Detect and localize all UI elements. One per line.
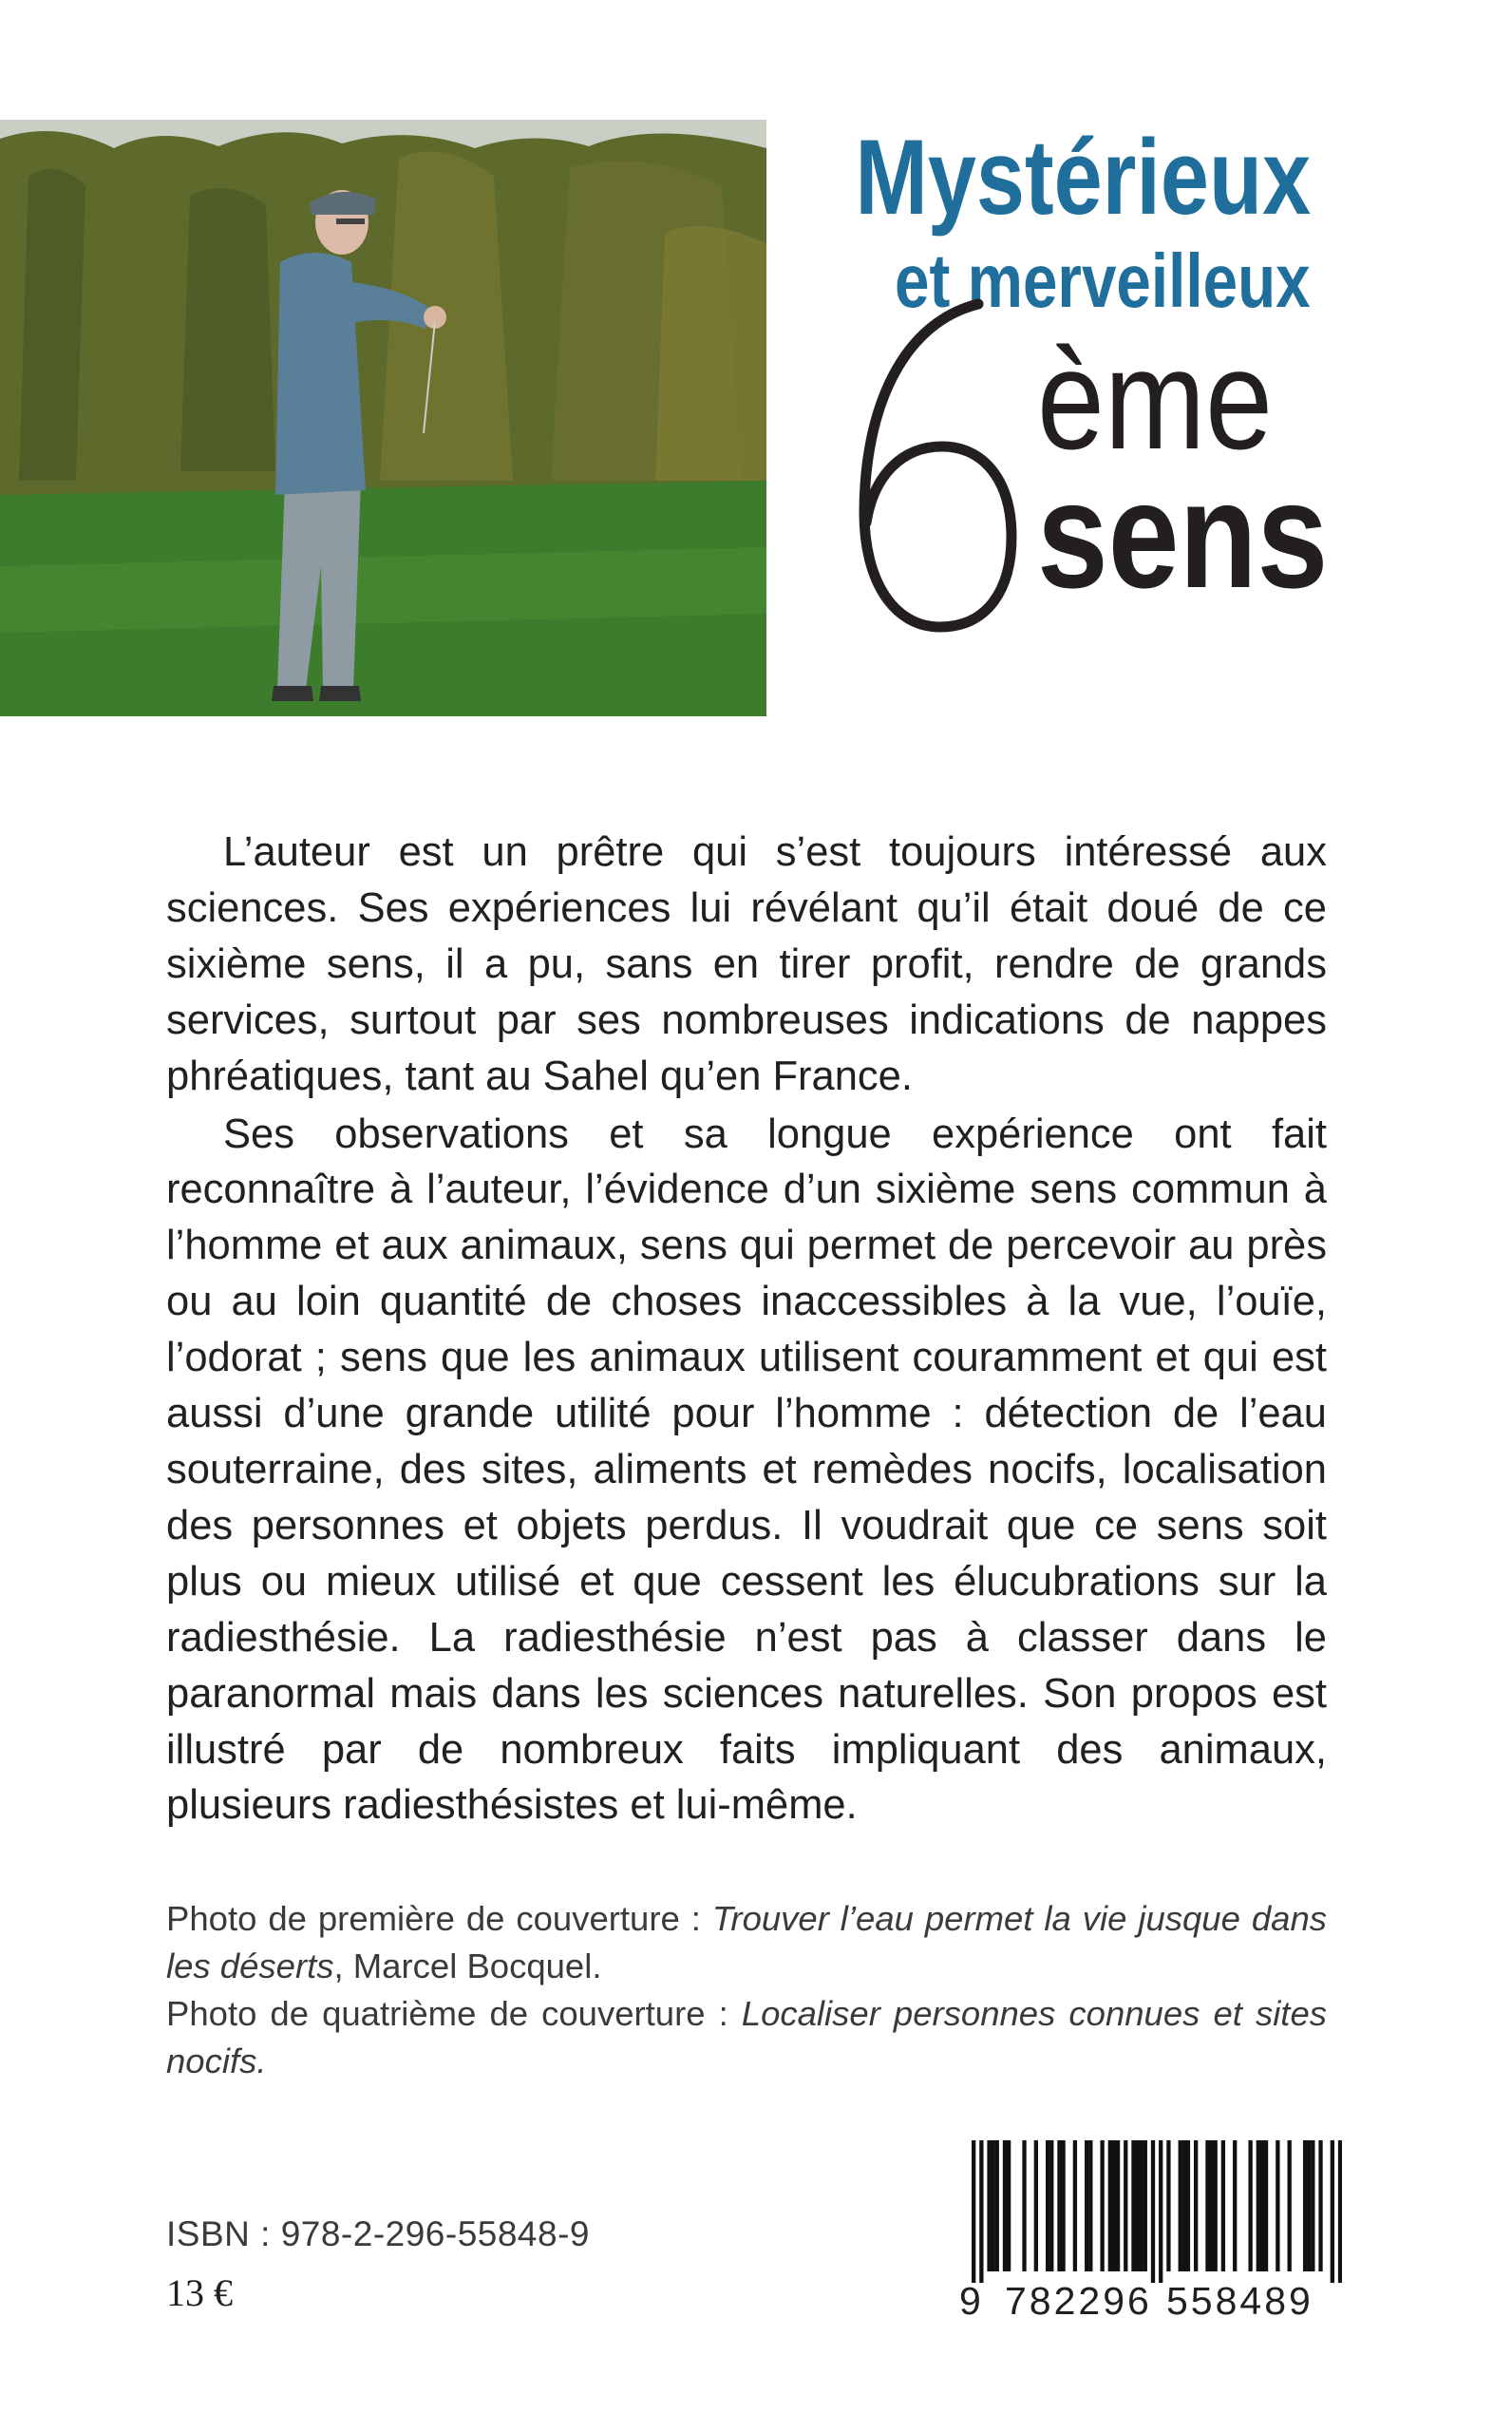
title-suffix: ème	[1037, 319, 1274, 479]
front-credit-author: , Marcel Bocquel.	[333, 1947, 602, 1985]
barcode-bar	[1209, 2140, 1213, 2271]
barcode-bar	[1046, 2140, 1049, 2271]
barcode-bar	[1257, 2140, 1260, 2271]
barcode-bar	[1276, 2140, 1279, 2271]
photo-illustration	[0, 120, 766, 716]
barcode-bar	[1088, 2140, 1092, 2271]
barcode-bar	[979, 2140, 983, 2283]
blurb-paragraph-1: L’auteur est un prêtre qui s’est toujours intéressé aux sciences. Ses expériences lui révélant qu’il était doué de ce sixième sens, il a pu, sans en tirer profit, rendre de grands services, surtout par ses nombreuses indications de nappes phréatiques, tant au Sahel qu’en France.	[166, 829, 1327, 1099]
cover-photo	[0, 120, 766, 716]
barcode-bar	[1179, 2140, 1182, 2271]
barcode-bar	[1100, 2140, 1104, 2271]
barcode-bar	[1205, 2140, 1209, 2271]
barcode-bar	[992, 2140, 995, 2271]
barcode-bar	[1186, 2140, 1190, 2271]
barcode-bar	[1140, 2140, 1143, 2271]
barcode-bar	[1307, 2140, 1311, 2271]
back-credit-title: Localiser personnes connues et sites nocifs.	[166, 1994, 1327, 2080]
barcode-bar	[1022, 2140, 1026, 2271]
barcode-bar	[1318, 2140, 1322, 2271]
isbn: ISBN : 978-2-296-55848-9	[166, 2214, 590, 2253]
photo-credits	[166, 1895, 1327, 2085]
back-cover-credit	[166, 1990, 1327, 2085]
front-credit-label: Photo de première de couverture :	[166, 1899, 712, 1938]
barcode-bar	[1116, 2140, 1120, 2271]
numeral-six	[836, 285, 1026, 646]
barcode-bar	[1338, 2140, 1342, 2283]
back-credit-label: Photo de quatrième de couverture :	[166, 1994, 742, 2033]
blurb-paragraph-2: Ses observations et sa longue expérience ont fait reconnaître à l’auteur, l’évidence d’un sixième sens commun à l’homme et aux animaux, sens qui permet de percevoir au près ou au loin quantité de choses inaccessibles à la vue, l’ouïe, l’odorat ; sens que les animaux utilisent couramment et qui est aussi d’une grande utilité pour l’homme : détection de l’eau souterraine, des sites, aliments et remèdes nocifs, localisation des personnes et objets perdus. Il voudrait que ce sens soit plus ou mieux utilisé et que cessent les élucubrations sur la radiesthésie. La radiesthésie n’est pas à classer dans le paranormal mais dans les sciences naturelles. Son propos est illustré par de nombreux faits impliquant des animaux, plusieurs radiesthésistes et lui-même.	[166, 1111, 1327, 1829]
barcode-bar	[1248, 2140, 1252, 2271]
barcode-bar	[1264, 2140, 1268, 2271]
barcode-bar	[1061, 2140, 1065, 2271]
back-cover-blurb	[166, 825, 1327, 1833]
title-line-1: Mystérieux	[855, 118, 1311, 237]
barcode-bar	[1331, 2140, 1334, 2283]
barcode-left-group: 782296	[1005, 2279, 1152, 2323]
barcode-bar	[1288, 2140, 1292, 2271]
barcode-bar	[1159, 2140, 1162, 2283]
title-word: sens	[1037, 449, 1329, 619]
barcode-bar	[1166, 2140, 1170, 2271]
barcode-bar	[1260, 2140, 1264, 2271]
barcode-bar	[1214, 2140, 1218, 2271]
barcode-bars	[972, 2140, 1342, 2283]
front-credit-title: Trouver l’eau permet la vie jusque dans les déserts	[166, 1899, 1327, 1985]
barcode-bar	[1131, 2140, 1135, 2271]
barcode-bar	[972, 2140, 975, 2283]
barcode-bar	[1135, 2140, 1139, 2271]
barcode-bar	[1057, 2140, 1061, 2271]
barcode-bar	[1073, 2140, 1077, 2271]
barcode-bar	[1311, 2140, 1314, 2271]
barcode-bar	[1151, 2140, 1155, 2283]
barcode-bar	[1233, 2140, 1237, 2271]
barcode-bar	[1112, 2140, 1116, 2271]
barcode-bar	[1194, 2140, 1198, 2271]
barcode-bar	[1303, 2140, 1307, 2271]
barcode-bar	[1108, 2140, 1112, 2271]
barcode-bar	[1143, 2140, 1147, 2271]
barcode-bar	[1003, 2140, 1007, 2271]
barcode-bar	[1085, 2140, 1088, 2271]
barcode-bar	[987, 2140, 991, 2271]
barcode-bar	[1049, 2140, 1053, 2271]
price: 13 €	[166, 2271, 233, 2314]
barcode-right-group: 558489	[1166, 2279, 1314, 2323]
front-cover-credit	[166, 1895, 1327, 1990]
barcode-bar	[1124, 2140, 1127, 2271]
barcode-bar	[1182, 2140, 1186, 2271]
barcode-bar	[1221, 2140, 1225, 2271]
barcode-first-digit: 9	[959, 2279, 981, 2323]
title-line-2: et merveilleux	[895, 238, 1311, 323]
barcode-bar	[1034, 2140, 1038, 2271]
barcode-bar	[995, 2140, 999, 2271]
barcode-bar	[1007, 2140, 1011, 2271]
